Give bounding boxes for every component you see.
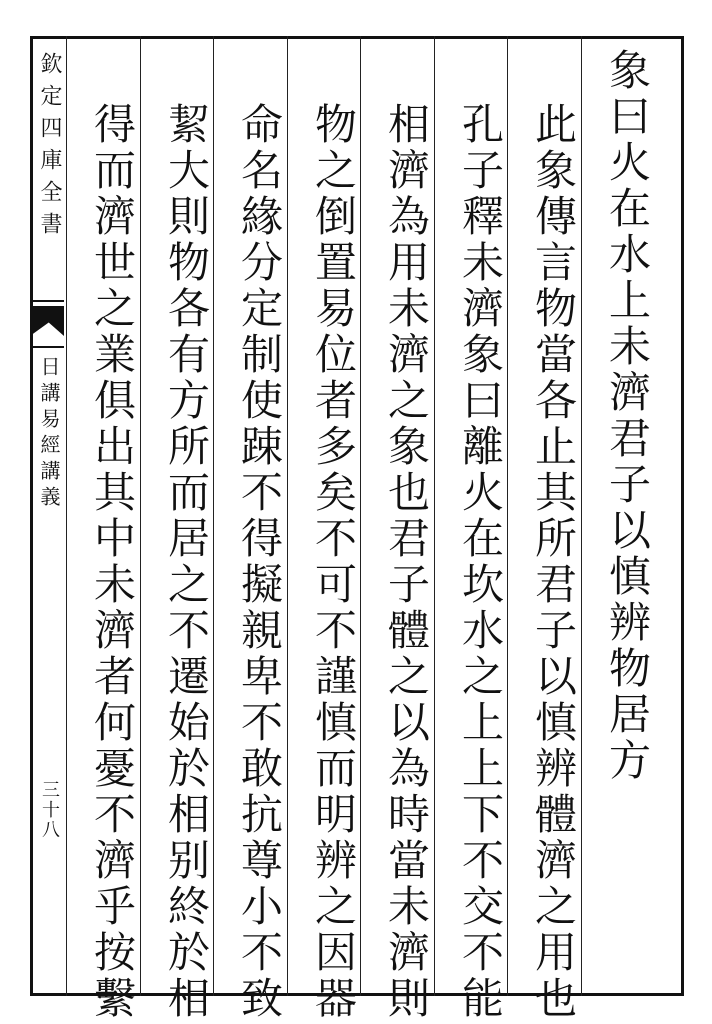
- text-column-4: 相濟為用未濟之象也君子體之以為時當未濟則: [382, 102, 431, 1022]
- fish-tail-bottom-rule: [30, 346, 64, 348]
- book-title: 欽定四庫全書: [37, 52, 62, 244]
- text-column-5: 物之倒置易位者多矣不可不謹慎而明辨之因器: [309, 102, 358, 1022]
- text-column-2: 此象傳言物當各止其所君子以慎辨體濟之用也: [529, 102, 578, 1022]
- fish-tail-top-rule: [30, 300, 64, 302]
- page-number: 三十八: [39, 780, 60, 840]
- section-title: 日講易經講義: [37, 356, 61, 512]
- text-column-7: 絜大則物各有方所而居之不遷始於相别終於相: [162, 102, 211, 1022]
- text-column-6: 命名緣分定制使踈不得擬親卑不敢抗尊小不致: [235, 102, 284, 1022]
- text-column-1: 象曰火在水上未濟君子以慎辨物居方: [603, 48, 652, 784]
- text-column-8: 得而濟世之業俱出其中未濟者何憂不濟乎按繫: [88, 102, 137, 1022]
- column-rule: [66, 36, 67, 996]
- text-column-3: 孔子釋未濟象曰離火在坎水之上上下不交不能: [456, 102, 505, 1022]
